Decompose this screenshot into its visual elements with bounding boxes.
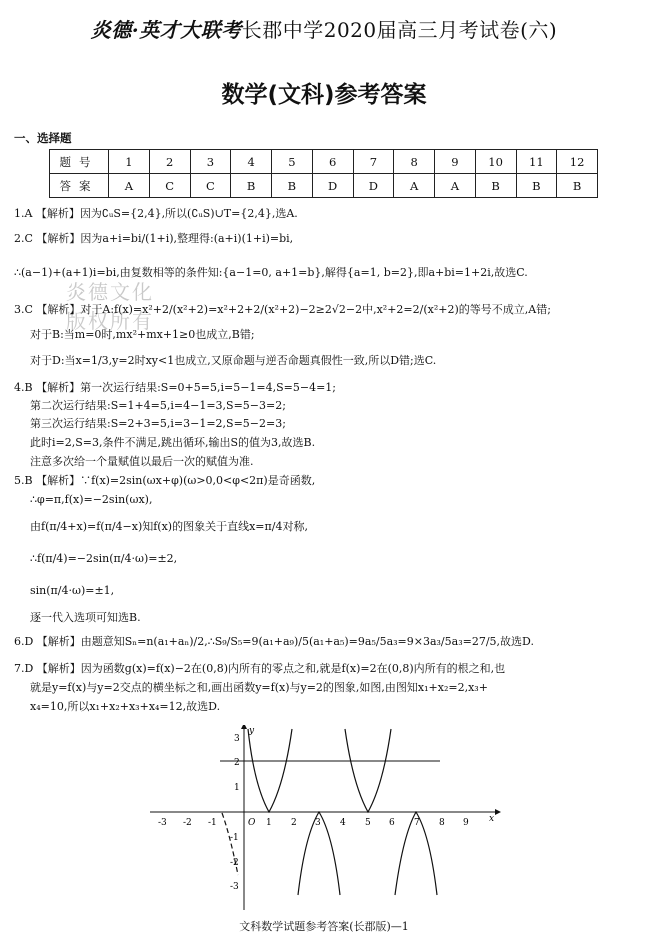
solution-q5-line2: ∴φ=π,f(x)=−2sin(ωx), [30,493,153,506]
answer-cell: D [312,174,353,198]
x-tick-label: -2 [183,818,192,828]
curve-upper-1 [248,729,292,812]
answer-cell: B [231,174,272,198]
solution-q4-line3: 第三次运行结果:S=2+3=5,i=3−1=2,S=5−2=3; [30,417,286,430]
x-tick-label: -3 [158,818,167,828]
x-tick-label: 6 [389,818,395,828]
exam-title: 长郡中学2020届高三月考试卷(六) [241,18,558,42]
y-axis-label: y [249,726,255,736]
solution-q7-line3: x₄=10,所以x₁+x₂+x₃+x₄=12,故选D. [30,700,221,713]
solution-q3-line2: 对于B:当m=0时,mx²+mx+1≥0也成立,B错; [30,328,255,341]
solution-q7-line2: 就是y=f(x)与y=2交点的横坐标之和,画出函数y=f(x)与y=2的图象,如图,由图知x₁+x₂=2,x₃+ [30,681,488,694]
solution-q5-line1: 5.B 【解析】∵f(x)=2sin(ωx+φ)(ω>0,0<φ<2π)是奇函数, [14,474,316,487]
question-number-row [50,150,598,174]
y-tick-label: -2 [230,858,239,868]
x-tick-label: 5 [365,818,371,828]
solution-q4-line2: 第二次运行结果:S=1+4=5,i=4−1=3,S=5−3=2; [30,399,286,412]
answer-cell: B [516,174,557,198]
y-axis-arrow-icon [241,725,247,729]
solution-q7-line1: 7.D 【解析】因为函数g(x)=f(x)−2在(0,8)内所有的零点之和,就是f(x)=2在(0,8)内所有的根之和,也 [14,662,506,675]
function-graph [150,725,510,915]
page-footer: 文科数学试题参考答案(长郡版)—1 [239,920,409,933]
y-tick-label: 2 [234,758,240,768]
question-number: 9 [435,150,476,174]
question-number: 10 [475,150,516,174]
watermark-line1: 炎德文化 [66,280,154,304]
x-tick-label: 9 [463,818,469,828]
question-number: 3 [190,150,231,174]
x-tick-label: 4 [340,818,346,828]
solution-q5-line3: 由f(π/4+x)=f(π/4−x)知f(x)的图象关于直线x=π/4对称, [30,520,308,533]
question-number: 1 [109,150,150,174]
question-number: 6 [312,150,353,174]
answer-cell: D [353,174,394,198]
x-tick-label: 1 [266,818,272,828]
question-number: 11 [516,150,557,174]
solution-q4-line1: 4.B 【解析】第一次运行结果:S=0+5=5,i=5−1=4,S=5−4=1; [14,381,337,394]
solution-q6: 6.D 【解析】由题意知Sₙ=n(a₁+aₙ)/2,∴S₉/S₅=9(a₁+a₉)/5(a₁+a₅)=9a₅/5a₃=9×3a₃/5a₃=27/5,故选D. [14,635,534,648]
x-tick-label: -1 [208,818,217,828]
answer-cell: A [394,174,435,198]
y-tick-label: 3 [234,734,240,744]
watermark-line2: 版权所有 [66,309,154,333]
curve-upper-2 [345,729,391,812]
y-tick-label: 1 [234,783,240,793]
row-label-number: 题号 [50,150,109,174]
answer-cell: B [557,174,598,198]
y-tick-label: -3 [230,882,239,892]
x-tick-label: 8 [439,818,445,828]
origin-label: O [248,818,256,828]
answer-cell: B [475,174,516,198]
question-number: 12 [557,150,598,174]
question-number: 4 [231,150,272,174]
brand-name: 炎德·英才大联考 [90,18,242,42]
answer-cell: C [149,174,190,198]
answer-cell: A [435,174,476,198]
question-number: 5 [272,150,313,174]
x-tick-label: 2 [291,818,297,828]
solution-q4-line4: 此时i=2,S=3,条件不满足,跳出循环,输出S的值为3,故选B. [30,436,316,449]
answer-cell: A [109,174,150,198]
question-number: 8 [394,150,435,174]
solution-q5-line6: 逐一代入选项可知选B. [30,611,141,624]
solution-q3-line1: 3.C 【解析】对于A:f(x)=x²+2/(x²+2)=x²+2+2/(x²+2)−2≥2√2−2中,x²+2=2/(x²+2)的等号不成立,A错; [14,303,551,316]
solution-q2-line1: 2.C 【解析】因为a+i=bi/(1+i),整理得:(a+i)(1+i)=bi, [14,232,294,245]
document-title: 数学(文科)参考答案 [221,82,427,108]
solution-q1: 1.A 【解析】因为∁ᵤS={2,4},所以(∁ᵤS)∪T={2,4},选A. [14,207,298,220]
solution-q4-line5: 注意多次给一个量赋值以最后一次的赋值为准. [30,455,254,468]
answer-cell: C [190,174,231,198]
x-tick-label: 7 [414,818,420,828]
solution-q3-line3: 对于D:当x=1/3,y=2时xy<1也成立,又原命题与逆否命题真假性一致,所以D错;选C. [30,354,437,367]
exam-header [0,14,648,43]
solution-q2-line2: ∴(a−1)+(a+1)i=bi,由复数相等的条件知:{a−1=0, a+1=b},解得{a=1, b=2},即a+bi=1+2i,故选C. [14,266,528,279]
answer-cell: B [272,174,313,198]
section-heading: 一、选择题 [14,131,72,145]
x-axis-label: x [489,814,495,824]
question-number: 2 [149,150,190,174]
question-number: 7 [353,150,394,174]
answer-table [49,149,598,198]
x-tick-label: 3 [315,818,321,828]
answer-row [50,174,598,198]
solution-q5-line5: sin(π/4·ω)=±1, [30,584,115,597]
solution-q5-line4: ∴f(π/4)=−2sin(π/4·ω)=±2, [30,552,178,565]
x-axis-arrow-icon [495,809,501,815]
y-tick-label: -1 [230,833,239,843]
row-label-answer: 答案 [50,174,109,198]
